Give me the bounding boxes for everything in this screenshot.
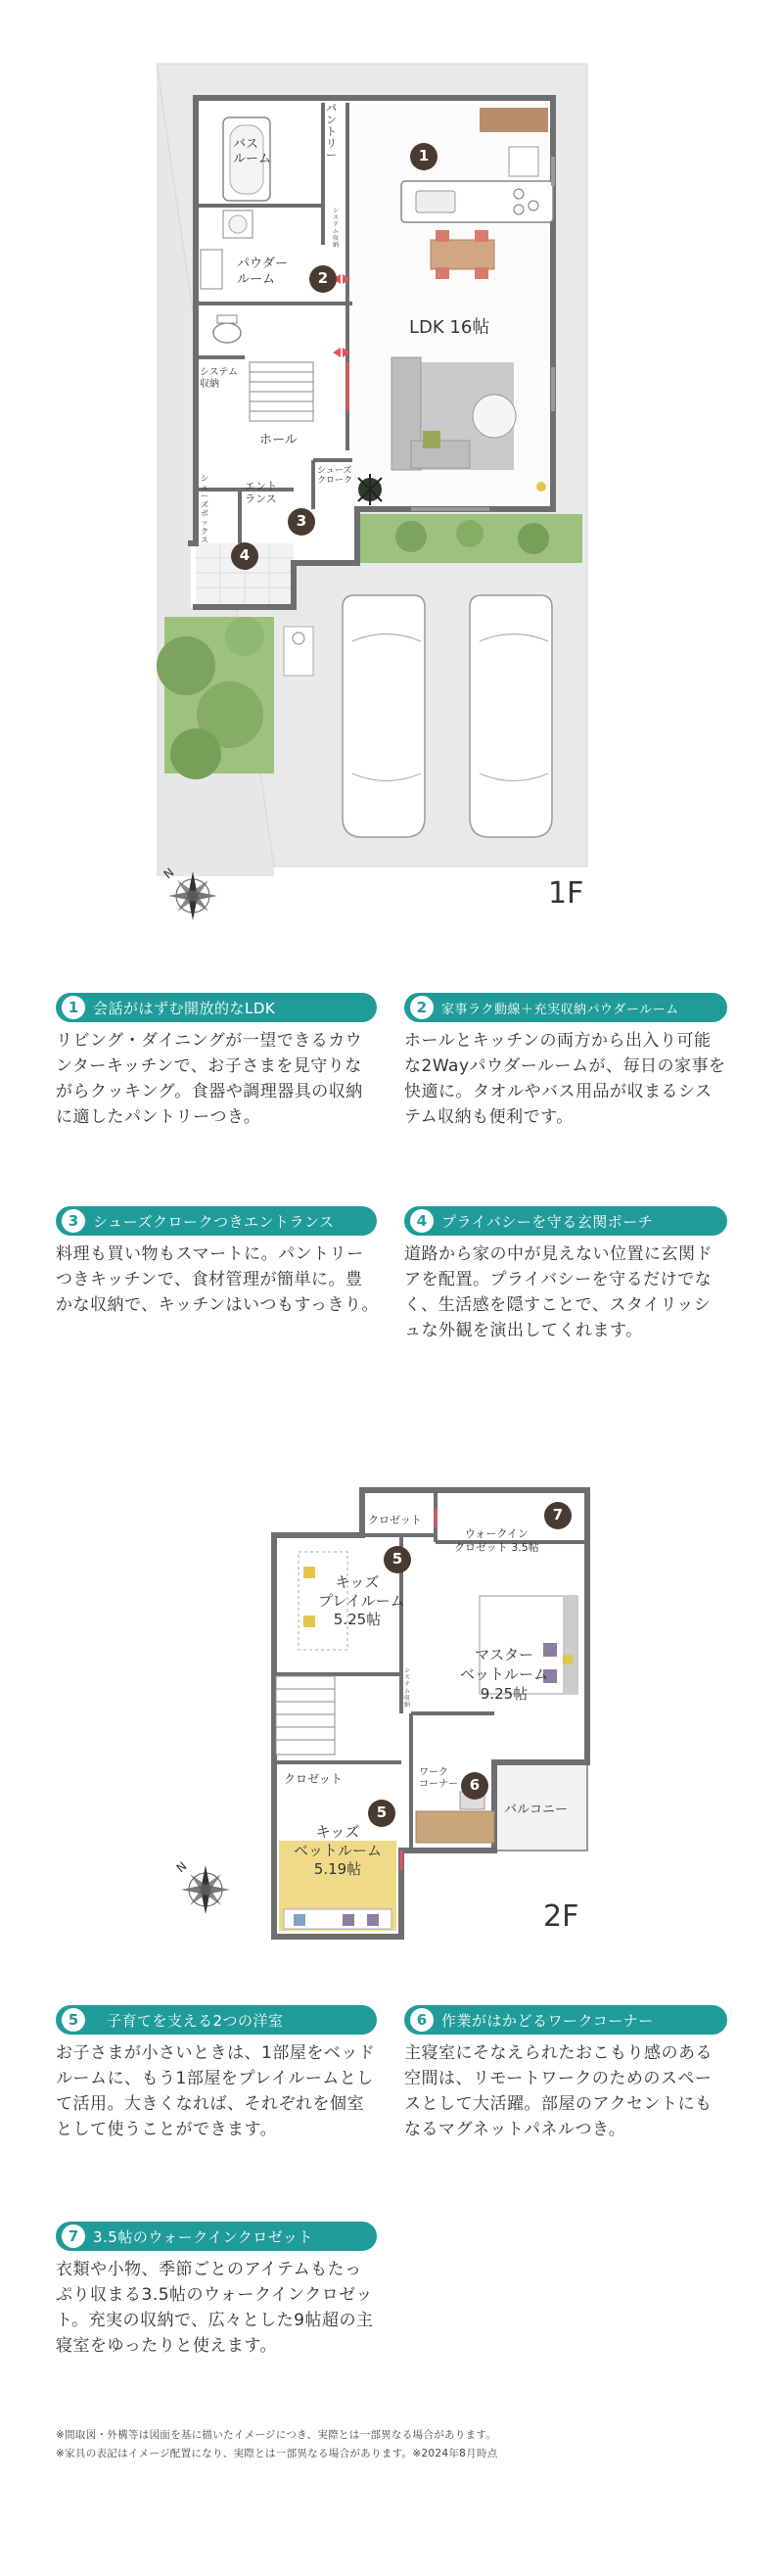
feature-title-text-4: プライバシーを守る玄関ポーチ <box>441 1212 654 1231</box>
feature-title-2 <box>404 993 727 1022</box>
feature-title-1 <box>56 993 377 1022</box>
marker-5b: 5 <box>376 1803 388 1821</box>
feature-title-text-7: 3.5帖のウォークインクロゼット <box>93 2227 313 2246</box>
feature-body-2: ホールとキッチンの両方から出入り可能な2Wayパウダールームが、毎日の家事を快適に。タオルやバス用品が収まるシステム収納も便利です。 <box>404 1031 726 1127</box>
feature-num-7: 7 <box>62 2225 85 2248</box>
room-label-kids-bed: キッズ ベットルーム 5.19帖 <box>293 1823 382 1878</box>
marker-3: 3 <box>296 512 307 530</box>
feature-title-4 <box>404 1206 727 1236</box>
feature-num-6: 6 <box>410 2008 434 2032</box>
room-label-work: ワーク コーナー <box>419 1767 458 1790</box>
room-label-kids-play: キッズ プレイルーム 5.25帖 <box>318 1573 405 1628</box>
room-label-powder: パウダー ルーム <box>237 257 288 287</box>
room-label-closet-top: クロゼット <box>368 1514 422 1526</box>
feature-title-text-3: シューズクロークつきエントランス <box>93 1212 335 1231</box>
marker-1: 1 <box>418 147 430 164</box>
room-label-system-storage-2f: システム収納 <box>404 1667 411 1709</box>
feature-title-text-5: 子育てを支える2つの洋室 <box>107 2011 284 2030</box>
feature-title-5 <box>56 2005 377 2035</box>
marker-4: 4 <box>239 546 251 564</box>
floor-label-1f: 1F <box>548 876 584 911</box>
feature-body-7: 衣類や小物、季節ごとのアイテムもたっぷり収まる3.5帖のウォークインクロゼット。充実の収納で、広々とした9帖超の主寝室をゆったりと使えます。 <box>56 2260 374 2356</box>
room-label-entrance: エント ランス <box>245 480 277 505</box>
room-label-system-storage: システム収納 <box>333 208 340 249</box>
marker-5a: 5 <box>392 1550 403 1568</box>
room-label-master: マスター ベットルーム 9.25帖 <box>459 1646 548 1703</box>
room-label-walkin: ウォークイン クロゼット 3.5帖 <box>454 1527 539 1554</box>
feature-body-1: リビング・ダイニングが一望できるカウンターキッチンで、お子さまを見守りながらクッキング。食器や調理器具の収納に適したパントリーつき。 <box>56 1031 363 1127</box>
compass-n-label-2f: N <box>173 1858 190 1876</box>
feature-num-4: 4 <box>410 1209 434 1233</box>
feature-body-3: 料理も買い物もスマートに。パントリーつきキッチンで、食材管理が簡単に。豊かな収納で、キッチンはいつもすっきり。 <box>56 1244 379 1315</box>
room-label-shoe-closet: シューズ クローク <box>317 466 353 486</box>
feature-title-text-1: 会話がはずむ開放的なLDK <box>93 999 276 1017</box>
room-label-storage: システム 収納 <box>200 367 238 390</box>
marker-2: 2 <box>317 269 329 287</box>
feature-num-3: 3 <box>62 1209 85 1233</box>
room-label-ldk: LDK 16帖 <box>409 317 490 338</box>
room-label-hall: ホール <box>259 433 298 447</box>
feature-title-3 <box>56 1206 377 1236</box>
marker-6: 6 <box>469 1776 481 1794</box>
feature-body-5: お子さまが小さいときは、1部屋をベッドルームに、もう1部屋をプレイルームとして活用。大きくなれば、それぞれを個室として使うことができます。 <box>56 2043 376 2139</box>
feature-num-1: 1 <box>62 996 85 1019</box>
feature-body-4: 道路から家の中が見えない位置に玄関ドアを配置。プライバシーを守るだけでなく、生活感を隠すことで、スタイリッシュな外観を演出してくれます。 <box>404 1244 713 1340</box>
feature-title-6 <box>404 2005 727 2035</box>
floor-plan-2f <box>0 1469 783 1978</box>
feature-num-2: 2 <box>410 996 434 1019</box>
feature-title-text-2: 家事ラク動線＋充実収納パウダールーム <box>441 1002 679 1017</box>
marker-7: 7 <box>552 1506 564 1523</box>
room-label-bath: バス ルーム <box>233 137 272 166</box>
room-label-pantry: パントリー <box>326 102 337 162</box>
room-label-balcony: バルコニー <box>504 1803 569 1817</box>
feature-title-text-6: 作業がはかどるワークコーナー <box>441 2011 654 2030</box>
room-label-closet-bottom: クロゼット <box>284 1772 343 1786</box>
compass-n-label: N <box>161 865 177 882</box>
floor-plan-1f <box>0 0 783 940</box>
floor-label-2f: 2F <box>543 1899 579 1934</box>
feature-body-6: 主寝室にそなえられたおこもり感のある空間は、リモートワークのためのスペースとして大活躍。部屋のアクセントにもなるマグネットパネルつき。 <box>404 2043 713 2139</box>
footnote-2: ※家具の表記はイメージ配置になり、実際とは一部異なる場合があります。※2024年8月時点 <box>56 2448 498 2459</box>
room-label-shoe-box: シューズボックス <box>201 474 208 544</box>
footnote-1: ※間取図・外構等は図面を基に描いたイメージにつき、実際とは一部異なる場合があります。 <box>56 2429 497 2441</box>
feature-num-5: 5 <box>62 2008 85 2032</box>
feature-title-7 <box>56 2222 377 2251</box>
